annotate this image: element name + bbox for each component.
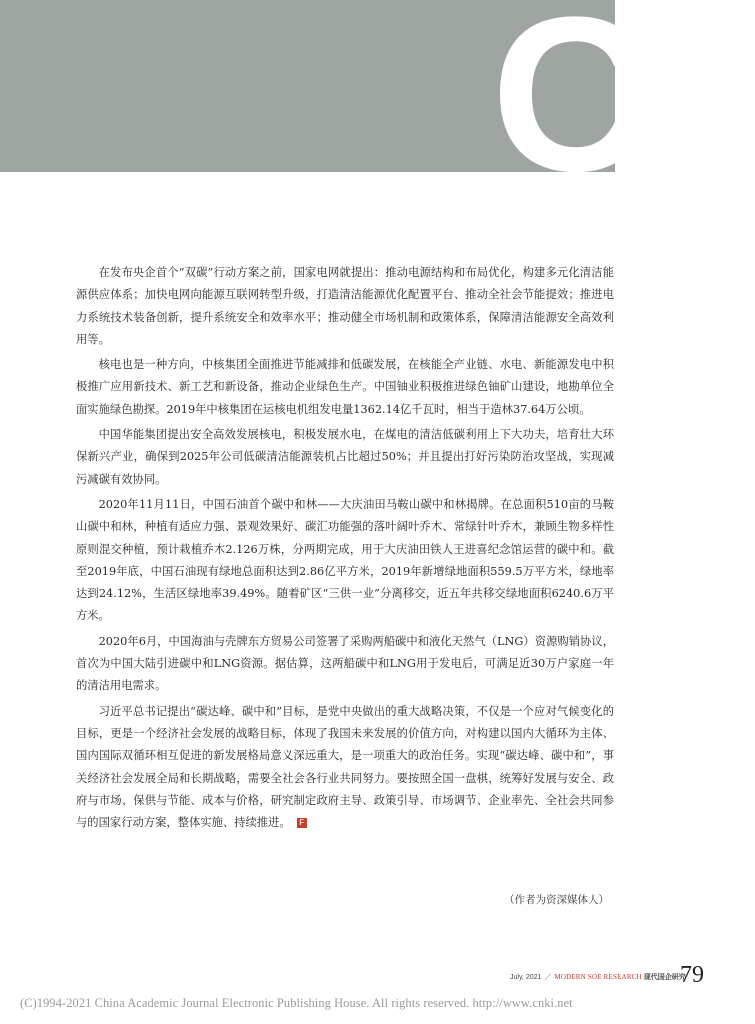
journal-name-en: MODERN SOE RESEARCH	[554, 973, 642, 981]
page-number: 79	[680, 962, 704, 988]
issue-date: July, 2021	[510, 974, 542, 981]
footer-separator: ／	[544, 974, 552, 981]
article-paragraph: 在发布央企首个“双碳”行动方案之前，国家电网就提出：推动电源结构和布局优化，构建多元化清洁能源供应体系；加快电网向能源互联网转型升级，打造清洁能源优化配置平台、推动全社会节能提效；推进电力系统技术装备创新，提升系统安全和效率水平；推动健全市场机制和政策体系，保障清洁能源安全高效利用等。	[76, 266, 614, 346]
article-paragraph: 核电也是一种方向，中核集团全面推进节能减排和低碳发展，在核能全产业链、水电、新能源发电中积极推广应用新技术、新工艺和新设备，推动企业绿色生产。中国铀业积极推进绿色铀矿山建设，地勘单位全面实施绿色勘探。2019年中核集团在运核电机组发电量1362.14亿千瓦时，相当于造林37.64万公顷。	[76, 358, 614, 416]
article-paragraph-last	[76, 701, 614, 835]
footer-meta	[510, 972, 686, 982]
end-mark-icon: F	[297, 818, 307, 828]
journal-name-cn: 现代国企研究	[643, 974, 686, 981]
header-letter-text: C	[491, 0, 650, 217]
article-paragraph: 中国华能集团提出安全高效发展核电，积极发展水电，在煤电的清洁低碳利用上下大功夫，培育壮大环保新兴产业，确保到2025年公司低碳清洁能源装机占比超过50%；并且提出打好污染防治攻坚战，实现减污减碳有效协同。	[76, 428, 614, 486]
article-paragraph: 2020年6月，中国海油与壳牌东方贸易公司签署了采购两船碳中和液化天然气（LNG）资源购销协议，首次为中国大陆引进碳中和LNG资源。据估算，这两船碳中和LNG用于发电后，可满足近30万户家庭一年的清洁用电需求。	[76, 634, 614, 693]
last-paragraph-text: 习近平总书记提出“碳达峰、碳中和”目标，是党中央做出的重大战略决策，不仅是一个应对气候变化的目标，更是一个经济社会发展的战略目标，体现了我国未来发展的价值方向，对构建以国内大循环为主体、国内国际双循环相互促进的新发展格局意义深远重大，是一项重大的政治任务。实现“碳达峰、碳中和”，事关经济社会发展全局和长期战略，需要全社会各行业共同努力。要按照全国一盘棋，统筹好发展与安全、政府与市场、保供与节能、成本与价格，研究制定政府主导、政策引导、市场调节、企业率先、全社会共同参与的国家行动方案，整体实施、持续推进。	[76, 704, 614, 830]
header-decorative-letter	[491, 0, 650, 217]
copyright-notice: (C)1994-2021 China Academic Journal Electronic Publishing House. All rights reserved. http://www.cnki.net	[20, 996, 573, 1010]
article-body	[76, 262, 614, 837]
article-paragraph: 2020年11月11日，中国石油首个碳中和林——大庆油田马鞍山碳中和林揭牌。在总面积510亩的马鞍山碳中和林，种植有适应力强、景观效果好、碳汇功能强的落叶阔叶乔木、常绿针叶乔木，兼顾生物多样性原则混交种植，预计栽植乔木2.126万株，分两期完成，用于大庆油田铁人王进喜纪念馆运营的碳中和。截至2019年底，中国石油现有绿地总面积达到2.86亿平方米，2019年新增绿地面积559.5万平方米，绿地率达到24.12%，生活区绿地率39.49%。随着矿区“三供一业”分离移交，近五年共移交绿地面积6240.6万平方米。	[76, 497, 614, 623]
author-byline: （作者为资深媒体人）	[504, 894, 609, 906]
